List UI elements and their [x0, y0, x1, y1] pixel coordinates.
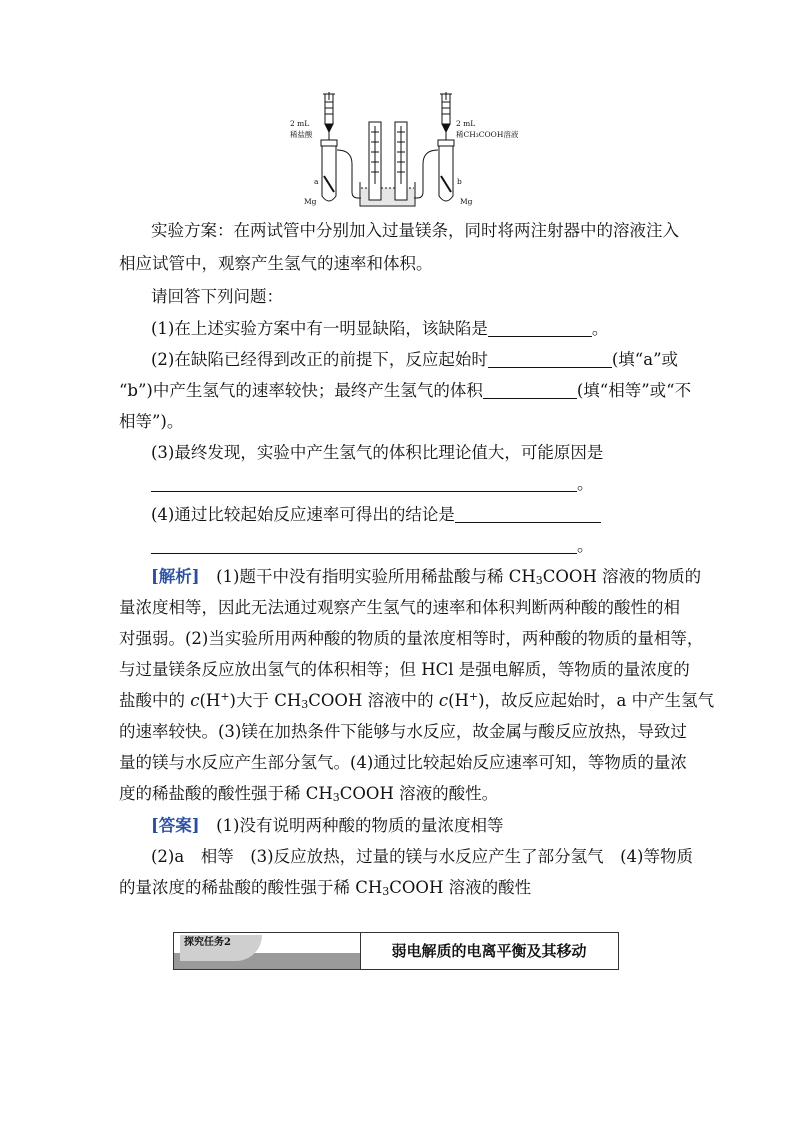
right-acid-label: 稀CH₃COOH溶液: [456, 130, 519, 139]
tube-b-label: b: [457, 177, 462, 186]
left-test-tube: [321, 140, 366, 201]
metal-right-label: Mg: [460, 197, 473, 206]
tube-a-label: a: [314, 177, 319, 186]
answer-line-2: (2)a 相等 (3)反应放热，过量的镁与水反应产生了部分氢气 (4)等物质: [151, 847, 693, 866]
plan-line-1: 实验方案：在两试管中分别加入过量镁条，同时将两注射器中的溶液注入: [151, 221, 679, 240]
question-4: (4)通过比较起始反应速率可得出的结论是: [119, 504, 707, 525]
right-volume-label: 2 mL: [456, 119, 476, 128]
analysis-tag: [解析]: [151, 567, 200, 586]
right-syringe: [440, 92, 452, 144]
plan-line-2: 相应试管中，观察产生氢气的速率和体积。: [119, 254, 433, 273]
analysis-line-2: 量浓度相等，因此无法通过观察产生氢气的速率和体积判断两种酸的酸性的相: [119, 598, 680, 617]
metal-left-label: Mg: [304, 197, 317, 206]
task-title: 弱电解质的电离平衡及其移动: [391, 942, 587, 960]
analysis-line-4: 与过量镁条反应放出氢气的体积相等；但 HCl 是强电解质，等物质的量浓度的: [119, 660, 690, 679]
task-badge: 探究任务2: [180, 935, 262, 961]
answer-blank[interactable]: [151, 537, 577, 554]
question-2-line-2: “b”)中产生氢气的速率较快；最终产生氢气的体积 (填“相等”或“不: [119, 381, 692, 400]
prompt: 请回答下列问题：: [151, 287, 283, 306]
apparatus-diagram: [280, 92, 550, 212]
answer-blank[interactable]: [483, 382, 577, 399]
left-syringe: [323, 92, 335, 144]
question-3: (3)最终发现，实验中产生氢气的体积比理论值大，可能原因是: [151, 443, 604, 462]
left-acid-label: 稀盐酸: [290, 130, 313, 139]
answer-blank[interactable]: [488, 351, 612, 368]
analysis-line-7: 量的镁与水反应产生部分氢气。(4)通过比较起始反应速率可知，等物质的量浓: [119, 753, 687, 772]
answer-line-1: [答案] (1)没有说明两种酸的物质的量浓度相等: [151, 816, 504, 835]
answer-line-3: 的量浓度的稀盐酸的酸性强于稀 $CH_3COOH$ 溶液的酸性: [119, 878, 532, 898]
question-1: (1)在上述实验方案中有一明显缺陷，该缺陷是 。: [151, 319, 609, 338]
answer-blank[interactable]: [488, 320, 592, 337]
answer-blank[interactable]: [151, 475, 577, 492]
analysis-line-3: 对强弱。(2)当实验所用两种酸的物质的量浓度相等时，两种酸的物质的量相等，: [119, 629, 704, 648]
question-3-answer-line: 。: [119, 473, 707, 494]
analysis-line-1: [解析] (1)题干中没有指明实验所用稀盐酸与稀 $CH_3COOH$ 溶液的物质的: [151, 567, 702, 587]
question-4-answer-line: 。: [119, 535, 707, 556]
answer-blank[interactable]: [455, 506, 601, 523]
analysis-line-6: 的速率较快。(3)镁在加热条件下能够与水反应，故金属与酸反应放热，导致过: [119, 722, 687, 741]
question-2-line-1: (2)在缺陷已经得到改正的前提下，反应起始时 (填“a”或: [151, 350, 679, 369]
analysis-line-5: 盐酸中的 c(H+)大于 $CH_3COOH$ 溶液中的 c(H+)，故反应起始时，a 中产生氢气: [119, 690, 715, 711]
analysis-line-8: 度的稀盐酸的酸性强于稀 $CH_3COOH$ 溶液的酸性。: [119, 784, 499, 804]
task-heading: [173, 932, 619, 970]
question-2-line-3: 相等”)。: [119, 412, 184, 431]
right-test-tube: [409, 140, 454, 201]
answer-tag: [答案]: [151, 816, 200, 835]
task-badge-area: [174, 933, 361, 969]
left-volume-label: 2 mL: [290, 119, 310, 128]
